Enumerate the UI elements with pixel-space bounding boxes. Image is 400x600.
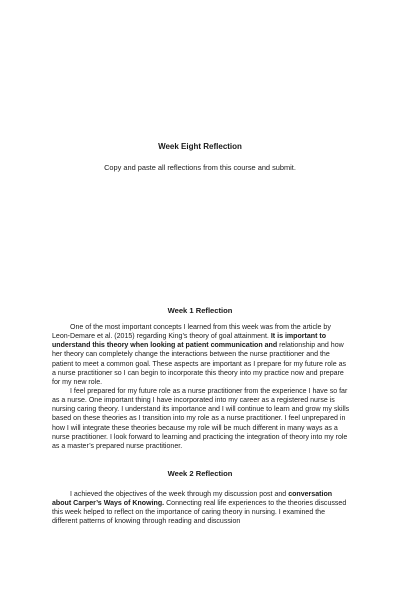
- paragraph-text: I achieved the objectives of the week through my discussion post and: [70, 491, 287, 498]
- paragraph-text: Connecting real life experiences to the theories discussed this week helped to reflect on the importance of caring theory in nursing. I examined the different patterns of knowing through reading and discussion: [52, 500, 347, 526]
- paragraph-bold-text: conversation about Carper’s Ways of Knowing.: [52, 491, 333, 508]
- week-1-paragraph-2: [52, 387, 350, 451]
- paragraph-bold-text: It is important to understand this theory when looking at patient communication and: [52, 333, 327, 350]
- paragraph-text: relationship and how her theory can completely change the interactions between the nurse practitioner and the patient to meet a common goal. These aspects are important as I prepare for my future role as a nurse practitioner so I can begin to incorporate this theory into my practice now and prepare for my new role.: [52, 342, 347, 386]
- section-heading-week-1: Week 1 Reflection: [167, 306, 233, 315]
- week-1-paragraph-1: [52, 323, 350, 387]
- document-subtitle: Copy and paste all reflections from this course and submit.: [104, 163, 296, 172]
- week-2-paragraph-1: [52, 490, 350, 527]
- paragraph-text: I feel prepared for my future role as a nurse practitioner from the experience I have so far as a nurse. One important thing I have incorporated into my career as a registered nurse is nursing caring theory. I understand its importance and I will continue to learn and grow my skills based on these theories as I transition into my role as a nurse practitioner. I feel unprepared in how I will integrate these theories because my role will be much different in many ways as a nurse practitioner. I look forward to learning and practicing the integration of theory into my role as a master’s prepared nurse practitioner.: [52, 388, 350, 450]
- paragraph-text: One of the most important concepts I learned from this week was from the article by Leon-Demare et al. (2015) regarding King’s theory of goal attainment.: [52, 324, 331, 341]
- document-title: Week Eight Reflection: [158, 142, 242, 151]
- section-heading-week-2: Week 2 Reflection: [167, 469, 233, 478]
